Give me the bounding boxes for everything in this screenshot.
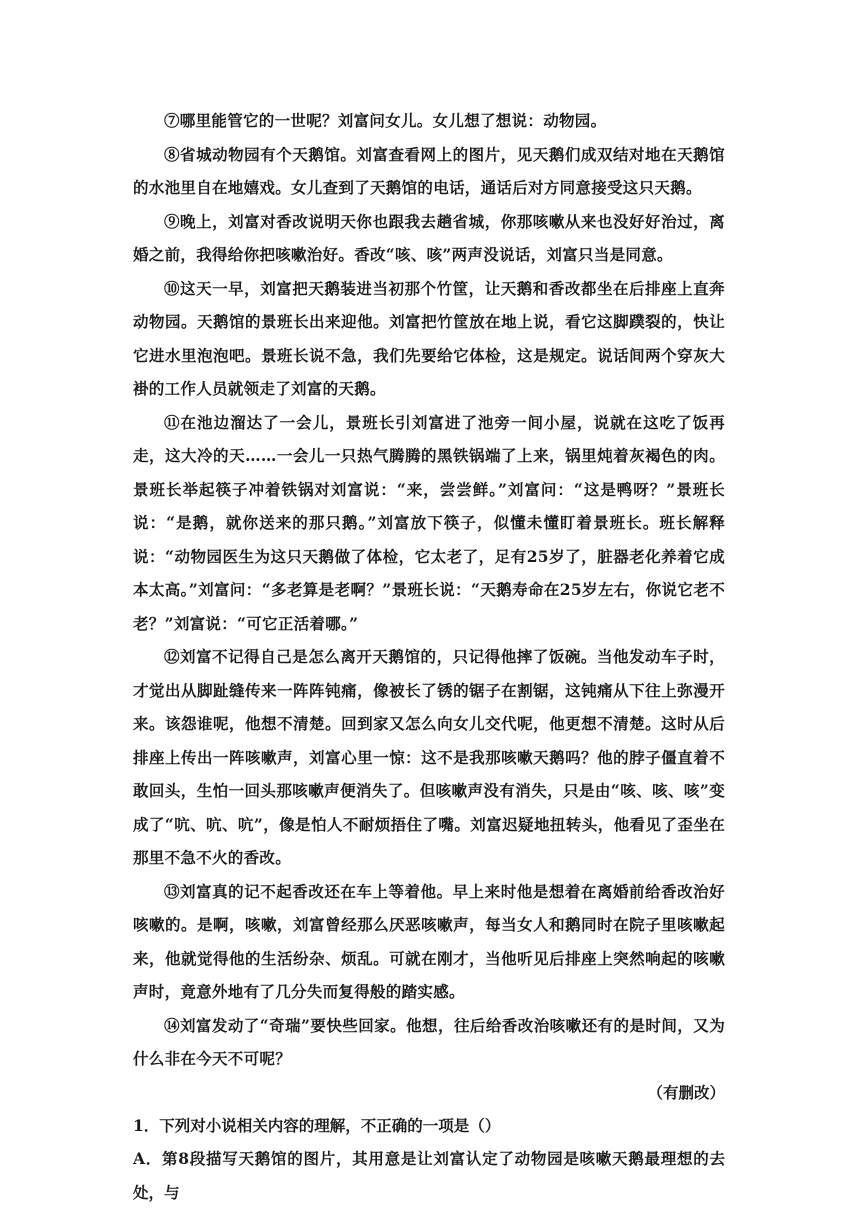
question-1: 1．下列对小说相关内容的理解，不正确的一项是（） [133, 1115, 501, 1135]
paragraph-12: ⑫刘富不记得自己是怎么离开天鹅馆的，只记得他摔了饭碗。当他发动车子时，才觉出从脚趾缝传来一阵阵钝痛，像被长了锈的锯子在割锯，这钝痛从下往上弥漫开来。该怨谁呢，他想不清楚。回到家又怎么向女儿交代呢，他更想不清楚。这时从后排座上传出一阵咳嗽声，刘富心里一惊：这不是我那咳嗽天鹅吗？他的脖子僵直着不敢回头，生怕一回头那咳嗽声便消失了。但咳嗽声没有消失，只是由“咳、咳、咳”变成了“吭、吭、吭”，像是怕人不耐烦捂住了嘴。刘富迟疑地扭转头，他看见了歪坐在那里不急不火的香改。 [133, 647, 725, 867]
paragraph-11: ⑪在池边溜达了一会儿，景班长引刘富进了池旁一间小屋，说就在这吃了饭再走，这大冷的天……一会儿一只热气腾腾的黑铁锅端了上来，锅里炖着灰褐色的肉。景班长举起筷子冲着铁锅对刘富说：“来，尝尝鲜。”刘富问：“这是鸭呀？”景班长说：“是鹅，就你送来的那只鹅。”刘富放下筷子，似懂未懂盯着景班长。班长解释说：“动物园医生为这只天鹅做了体检，它太老了，足有25岁了，脏器老化养着它成本太高。”刘富问：“多老算是老啊？”景班长说：“天鹅寿命在25岁左右，你说它老不老？”刘富说：“可它正活着哪。” [133, 412, 725, 633]
paragraph-13: ⑬刘富真的记不起香改还在车上等着他。早上来时他是想着在离婚前给香改治好咳嗽的。是啊，咳嗽，刘富曾经那么厌恶咳嗽声，每当女人和鹅同时在院子里咳嗽起来，他就觉得他的生活纷杂、烦乱。可就在刚才，当他听见后排座上突然响起的咳嗽声时，竟意外地有了几分失而复得般的踏实感。 [133, 881, 725, 1001]
source-note: （有删改） [647, 1082, 725, 1102]
document-body [133, 104, 725, 1209]
paragraph-10: ⑩这天一早，刘富把天鹅装进当初那个竹筐，让天鹅和香改都坐在后排座上直奔动物园。天鹅馆的景班长出来迎他。刘富把竹筐放在地上说，看它这脚蹼裂的，快让它进水里泡泡吧。景班长说不急，我们先要给它体检，这是规定。说话间两个穿灰大褂的工作人员就领走了刘富的天鹅。 [133, 278, 725, 398]
paragraph-9: ⑨晚上，刘富对香改说明天你也跟我去趟省城，你那咳嗽从来也没好好治过，离婚之前，我得给你把咳嗽治好。香改“咳、咳”两声没说话，刘富只当是同意。 [133, 211, 725, 264]
paragraph-7: ⑦哪里能管它的一世呢？刘富问女儿。女儿想了想说：动物园。 [164, 111, 607, 130]
paragraph-14: ⑭刘富发动了“奇瑞”要快些回家。他想，往后给香改治咳嗽还有的是时间，又为什么非在今天不可呢？ [133, 1015, 725, 1068]
option-a: A．第8段描写天鹅馆的图片，其用意是让刘富认定了动物园是咳嗽天鹅最理想的去处，与 [133, 1149, 725, 1202]
paragraph-8: ⑧省城动物园有个天鹅馆。刘富查看网上的图片，见天鹅们成双结对地在天鹅馆的水池里自在地嬉戏。女儿查到了天鹅馆的电话，通话后对方同意接受这只天鹅。 [133, 144, 725, 197]
